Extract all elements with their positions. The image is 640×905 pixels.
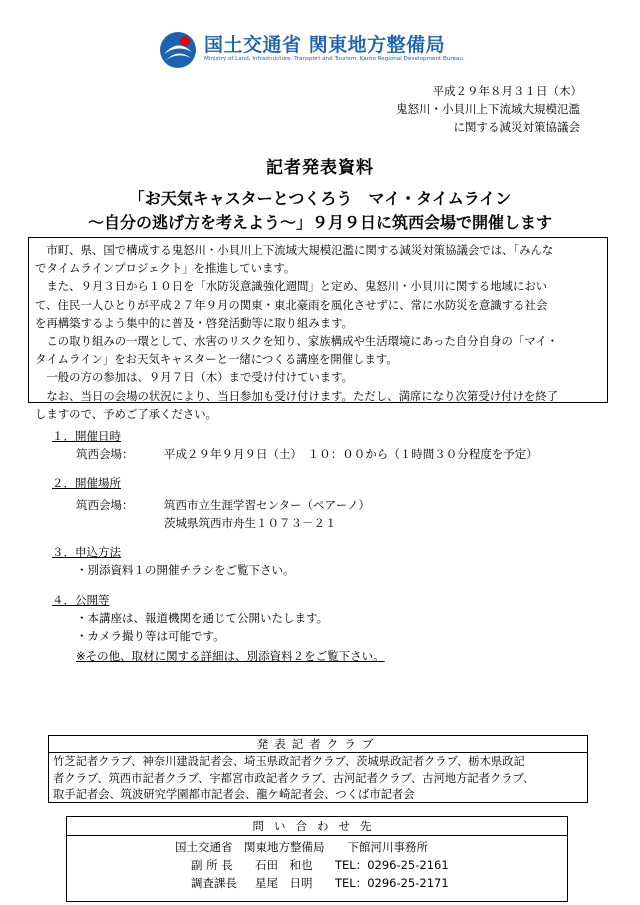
press-club-line: 取手記者会、筑波研究学園都市記者会、龍ケ崎記者会、つくば市記者会 [53, 788, 415, 801]
section-title: １．開催日時 [52, 429, 121, 443]
summary-line: 市町、県、国で構成する鬼怒川・小貝川上下流域大規模氾濫に関する減災対策協議会では、「みんな [46, 243, 554, 257]
publicity-note: ※その他、取材に関する詳細は、別添資料２をご覧下さい。 [76, 649, 385, 663]
contact-heading: 問い合わせ先 [67, 817, 567, 836]
application-item: ・別添資料１の開催チラシをご覧下さい。 [76, 563, 295, 577]
section-title: ２．開催場所 [52, 476, 121, 490]
document-title: 記者発表資料 [266, 158, 374, 178]
schedule-value: 平成２９年９月９日（土） １０：００から（１時間３０分程度を予定） [164, 447, 538, 461]
summary-line: また、９月３日から１０日を「水防災意識強化週間」と定め、鬼怒川・小貝川に関する地域におい [46, 279, 548, 294]
section-publicity [52, 592, 110, 608]
section-title: ４．公開等 [52, 593, 110, 607]
contact-title: 副 所 長 [191, 858, 233, 872]
venue-name: 筑西市立生涯学習センター（ペアーノ） [164, 498, 370, 512]
venue-label: 筑西会場： [76, 498, 134, 512]
contact-tel: TEL：0296-25-2161 [335, 858, 449, 872]
section-venue [52, 475, 121, 491]
summary-line: タイムライン」をお天気キャスターと一緒につくる講座を開催します。 [35, 352, 398, 367]
headline-line-2: ～自分の逃げ方を考えよう～」９月９日に筑西会場で開催します [87, 213, 552, 232]
publicity-item: ・カメラ撮り等は可能です。 [76, 629, 225, 643]
press-club-line: 者クラブ、筑西市記者クラブ、宇都宮市政記者クラブ、古河記者クラブ、古河地方記者クラブ、 [53, 771, 535, 785]
contact-name: 星尾 日明 [255, 876, 313, 890]
section-title: ３．申込方法 [52, 545, 121, 559]
summary-line: しますので、予めご了承ください。 [35, 406, 218, 421]
summary-line: て、住民一人ひとりが平成２７年９月の関東・東北豪雨を風化させずに、常に水防災を意識する社会 [35, 297, 548, 312]
headline-line-1: 「お天気キャスターとつくろう マイ・タイムライン [128, 189, 512, 208]
press-club-list [49, 753, 587, 805]
contact-table [66, 816, 568, 902]
contact-tel: TEL：0296-25-2171 [335, 876, 449, 890]
org-name: 国土交通省 関東地方整備局 [204, 34, 446, 56]
section-schedule [52, 428, 121, 444]
issuer-line-2: に関する減災対策協議会 [453, 120, 580, 134]
press-club-table [48, 735, 588, 803]
section-application [52, 544, 121, 560]
contact-title: 調査課長 [191, 876, 237, 890]
publicity-item: ・本講座は、報道機関を通じて公開いたします。 [76, 611, 329, 625]
ministry-logo [158, 30, 465, 76]
venue-address: 茨城県筑西市舟生１０７３－２１ [164, 516, 337, 530]
issuer-line-1: 鬼怒川・小貝川上下流域大規模氾濫 [396, 102, 580, 116]
contact-org: 国土交通省 関東地方整備局 下館河川事務所 [175, 840, 428, 854]
schedule-label: 筑西会場： [76, 447, 134, 461]
summary-line: 一般の方の参加は、９月７日（木）まで受け付けています。 [46, 370, 354, 385]
org-name-en: Ministry of Land, Infrastructure, Transport and Tourism. Kanto Regional Development Bureau. [204, 56, 465, 62]
summary-box [28, 237, 608, 421]
release-date: 平成２９年８月３１日（木） [432, 84, 582, 98]
press-club-heading: 発表記者クラブ [49, 736, 587, 753]
summary-line: でタイムラインプロジェクト」を推進しています。 [35, 261, 296, 276]
press-club-line: 竹芝記者クラブ、神奈川建設記者会、埼玉県政記者クラブ、茨城県政記者クラブ、栃木県政記 [53, 755, 525, 768]
summary-line: この取り組みの一環として、水害のリスクを知り、家族構成や生活環境にあった自分自身の「マイ・ [46, 334, 559, 349]
ministry-emblem-icon [158, 30, 198, 70]
issuer [396, 100, 580, 136]
summary-line: なお、当日の会場の状況により、当日参加も受け付けます。ただし、満席になり次第受け付けを終了 [46, 388, 559, 403]
headline [0, 187, 640, 235]
summary-line: を再構築するよう集中的に普及・啓発活動等に取り組みます。 [35, 315, 354, 330]
contact-name: 石田 和也 [255, 858, 313, 872]
